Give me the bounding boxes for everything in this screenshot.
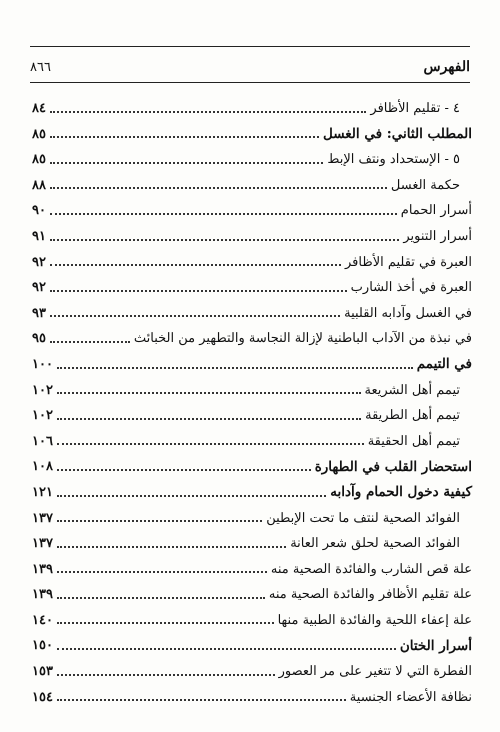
toc-entry-page: ١٠٢ — [32, 382, 53, 398]
toc-entry — [32, 142, 472, 168]
dot-leader — [57, 699, 346, 701]
dot-leader — [50, 341, 130, 343]
toc-entry-page: ٩٥ — [32, 331, 46, 347]
toc-entry-title: استحضار القلب في الطهارة — [314, 458, 472, 475]
toc-entry — [32, 526, 472, 552]
toc-entry-title: الفوائد الصحية لحلق شعر العانة — [290, 536, 460, 552]
dot-leader — [50, 264, 341, 266]
toc-entry-page: ٩٣ — [32, 305, 46, 321]
header-page-number: ٨٦٦ — [30, 59, 51, 75]
toc-entry-page: ١٠٢ — [32, 408, 53, 424]
toc-entry-title: علة تقليم الأظافر والفائدة الصحية منه — [268, 587, 472, 603]
toc-entry — [32, 91, 472, 117]
dot-leader — [57, 418, 361, 420]
toc-entry-page: ٩٠ — [32, 203, 46, 219]
toc-entry-title: في التيمم — [416, 356, 472, 373]
toc-entry — [32, 373, 472, 399]
toc-entry-page: ١٥٤ — [32, 689, 53, 705]
toc-entry — [32, 501, 472, 527]
toc-entry-title: نظافة الأعضاء الجنسية — [349, 689, 472, 705]
toc-entry-title: تيمم أهل الحقيقة — [367, 433, 460, 449]
toc-entry-page: ٩٢ — [32, 280, 46, 296]
toc-entry-title: ٤ - تقليم الأظافر — [370, 101, 460, 116]
dot-leader — [57, 674, 275, 676]
toc-entry-page: ١٠٠ — [32, 356, 53, 372]
toc-entry-title: علة قص الشارب والفائدة الصحية منه — [270, 561, 472, 577]
dot-leader — [57, 622, 274, 624]
dot-leader — [50, 239, 399, 241]
toc-entry-page: ١٤٠ — [32, 612, 53, 628]
dot-leader — [50, 290, 347, 292]
dot-leader — [50, 111, 366, 113]
dot-leader — [50, 162, 323, 164]
toc-entry-title: في الغسل وآدابه القلبية — [344, 305, 472, 321]
toc-entry-title: في نبذة من الآداب الباطنية لإزالة النجاسة والتطهير من الخبائث — [133, 331, 472, 347]
toc-entry — [32, 219, 472, 245]
toc-entry-page: ٨٨ — [32, 177, 46, 193]
toc-entry-page: ١٥٠ — [32, 638, 53, 654]
toc-entry-page: ٩١ — [32, 228, 46, 244]
toc-entry-title: المطلب الثاني: في الغسل — [323, 126, 472, 142]
toc-entry — [32, 603, 472, 629]
toc-entry-title: العبرة في تقليم الأظافر — [345, 254, 472, 270]
toc-entry — [32, 347, 472, 373]
toc-entry-page: ١٢١ — [32, 484, 53, 500]
toc-entry-page: ٨٥ — [32, 126, 46, 142]
dot-leader — [57, 495, 326, 497]
dot-leader — [57, 648, 396, 650]
toc-entry-title: كيفية دخول الحمام وآدابه — [330, 484, 472, 501]
dot-leader — [57, 571, 267, 573]
toc-entry-title: أسرار الحمام — [400, 203, 472, 219]
toc-entry — [32, 168, 472, 194]
toc-entry-page: ١٥٣ — [32, 664, 53, 680]
toc-entry — [32, 628, 472, 654]
top-rule — [30, 46, 470, 47]
toc-entry — [32, 321, 472, 347]
table-of-contents — [32, 91, 472, 705]
header-rule — [30, 82, 470, 83]
toc-entry — [32, 552, 472, 578]
dot-leader — [50, 136, 319, 138]
dot-leader — [57, 546, 286, 548]
toc-entry-page: ١٠٦ — [32, 433, 53, 449]
toc-entry — [32, 680, 472, 706]
dot-leader — [57, 392, 361, 394]
dot-leader — [57, 469, 311, 471]
toc-entry-page: ٨٥ — [32, 152, 46, 168]
toc-entry-title: تيمم أهل الطريقة — [365, 408, 460, 424]
toc-entry-title: علة إعفاء اللحية والفائدة الطبية منها — [277, 612, 472, 628]
dot-leader — [50, 187, 387, 189]
toc-entry — [32, 424, 472, 450]
toc-entry-title: تيمم أهل الشريعة — [364, 382, 460, 398]
toc-entry-page: ١٣٧ — [32, 510, 53, 526]
toc-entry — [32, 449, 472, 475]
dot-leader — [57, 520, 262, 522]
toc-entry-title: أسرار التنوير — [403, 228, 472, 244]
dot-leader — [50, 213, 397, 215]
toc-entry-page: ١٣٧ — [32, 536, 53, 552]
dot-leader — [57, 443, 364, 445]
toc-entry-title: حكمة الغسل — [390, 177, 460, 193]
toc-entry — [32, 654, 472, 680]
toc-entry-title: ٥ - الإستحداد ونتف الإبط — [327, 152, 460, 168]
dot-leader — [50, 315, 340, 317]
header-title: الفهرس — [423, 59, 470, 75]
toc-entry — [32, 193, 472, 219]
toc-entry-page: ١٠٨ — [32, 459, 53, 475]
toc-entry-page: ١٣٩ — [32, 587, 53, 603]
toc-entry-page: ٩٢ — [32, 254, 46, 270]
toc-entry — [32, 398, 472, 424]
toc-entry — [32, 577, 472, 603]
toc-entry-title: العبرة في أخذ الشارب — [350, 280, 472, 296]
toc-entry — [32, 270, 472, 296]
toc-entry — [32, 296, 472, 322]
toc-entry-title: الفطرة التي لا تتغير على مر العصور — [278, 664, 472, 680]
toc-entry-title: الفوائد الصحية لنتف ما تحت الإبطين — [266, 510, 460, 526]
toc-entry — [32, 117, 472, 143]
toc-entry — [32, 245, 472, 271]
running-header — [30, 56, 470, 78]
toc-entry-title: أسرار الختان — [399, 637, 472, 654]
toc-entry-page: ١٣٩ — [32, 561, 53, 577]
dot-leader — [57, 597, 265, 599]
toc-entry — [32, 475, 472, 501]
dot-leader — [57, 367, 413, 369]
toc-entry-page: ٨٤ — [32, 101, 46, 116]
